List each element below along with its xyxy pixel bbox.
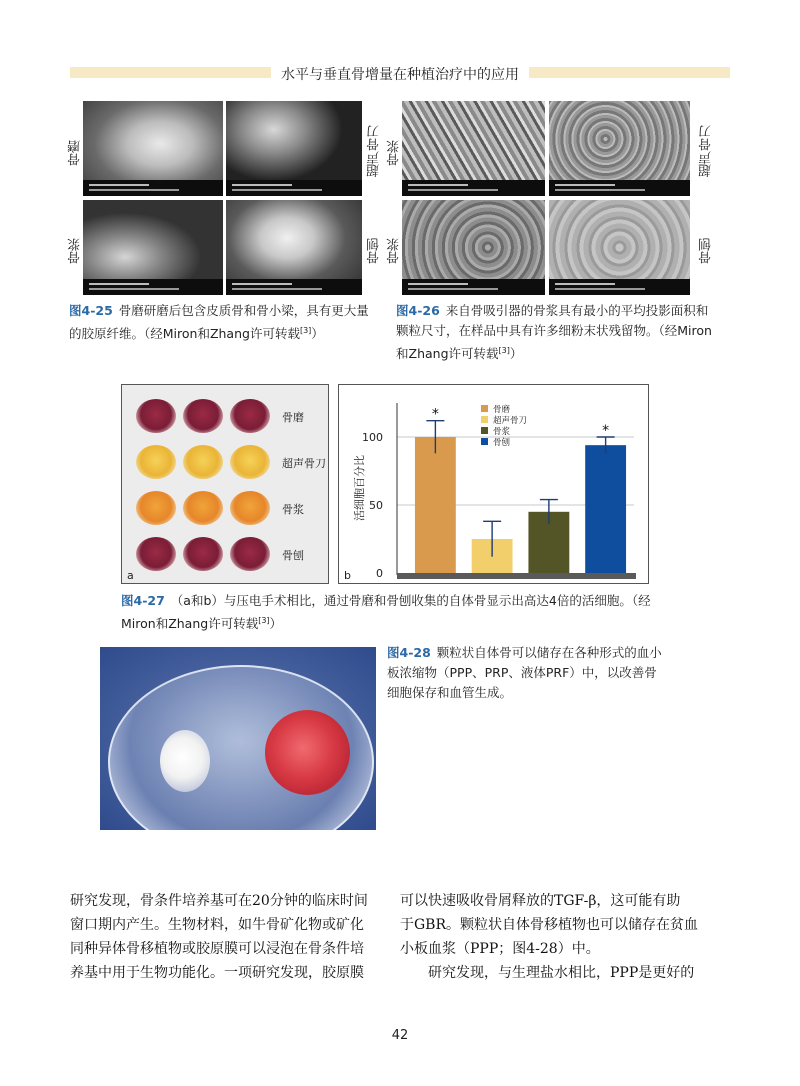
bar xyxy=(415,437,456,573)
fig28-photo xyxy=(100,647,376,830)
fig26-label-top-left: 骨浆 xyxy=(387,140,402,166)
fig28-number: 图4-28 xyxy=(387,645,431,660)
body-column-right xyxy=(400,889,698,985)
tube xyxy=(136,537,176,571)
glass-dish xyxy=(108,665,374,830)
row-label-bone-slurry: 骨浆 xyxy=(282,503,304,516)
y-tick-label: 0 xyxy=(376,567,383,580)
sem-image-bone-slurry xyxy=(83,200,223,295)
tube xyxy=(230,445,270,479)
tube xyxy=(230,491,270,525)
panel-letter-b: b xyxy=(344,569,351,582)
fig28-caption-text: 颗粒状自体骨可以储存在各种形式的血小板浓缩物（PPP、PRP、液体PRF）中，以改善骨细胞保存和血管生成。 xyxy=(387,645,662,700)
fig27-panel-a-photo xyxy=(121,384,329,584)
fig25-label-top-left: 骨磨 xyxy=(68,140,83,166)
legend-label: 超声骨刀 xyxy=(493,416,528,426)
body-line: 可以快速吸收骨屑释放的TGF-β，这可能有助 xyxy=(400,893,681,909)
bone-graft-in-prf xyxy=(265,710,350,795)
fig27-number: 图4-27 xyxy=(121,593,165,608)
tube xyxy=(183,445,223,479)
fig27-caption-text: （a和b）与压电手术相比，通过骨磨和骨刨收集的自体骨显示出高达4倍的活细胞。（经Miron和Zhang许可转载 xyxy=(121,593,651,632)
body-column-left xyxy=(70,889,368,985)
running-header: 水平与垂直骨增量在种植治疗中的应用 xyxy=(0,64,800,84)
sem-image-piezo-b xyxy=(549,101,690,196)
fig26-caption: 图4-26 来自骨吸引器的骨浆具有最小的平均投影面积和颗粒尺寸，在样品中具有许多细粉末状残留物。（经Miron和Zhang许可转载[3]） xyxy=(396,303,712,362)
x-axis-base xyxy=(397,573,636,579)
y-axis-label: 活细胞百分比 xyxy=(353,455,366,521)
body-line: 窗口期内产生。生物材料，如牛骨矿化物或矿化 xyxy=(70,917,364,933)
body-line: 于GBR。颗粒状自体骨移植物也可以储存在贫血 xyxy=(400,917,699,933)
sem-image-slurry-a xyxy=(402,101,545,196)
legend-swatch xyxy=(481,438,488,445)
page-number: 42 xyxy=(391,1028,409,1043)
viability-bar-chart xyxy=(339,385,648,583)
fig27-caption: 图4-27 （a和b）与压电手术相比，通过骨磨和骨刨收集的自体骨显示出高达4倍的活细胞。（经Miron和Zhang许可转载[3]） xyxy=(121,593,651,632)
fig26-caption-text: 来自骨吸引器的骨浆具有最小的平均投影面积和颗粒尺寸，在样品中具有许多细粉末状残留物。（经Miron和Zhang许可转载 xyxy=(396,303,712,362)
fig25-caption: 图4-25 骨磨研磨后包含皮质骨和骨小梁，具有更大量的胶原纤维。（经Miron和Zhang许可转载[3]） xyxy=(69,303,369,342)
tube xyxy=(183,491,223,525)
fig25-label-top-right: 超声骨刀 xyxy=(367,125,382,177)
sem-image-scraper-d xyxy=(549,200,690,295)
body-line: 研究发现，与生理盐水相比，PPP是更好的 xyxy=(400,965,695,981)
tube xyxy=(183,537,223,571)
legend-label: 骨浆 xyxy=(493,427,511,437)
body-line: 研究发现，骨条件培养基可在20分钟的临床时间 xyxy=(70,893,368,909)
fig26-number: 图4-26 xyxy=(396,303,440,318)
fig28-caption xyxy=(387,643,662,703)
bar xyxy=(585,445,626,573)
significance-marker: * xyxy=(602,423,610,439)
y-tick-label: 50 xyxy=(369,499,383,512)
fig26-label-bottom-right: 骨刨 xyxy=(699,238,714,264)
legend-swatch xyxy=(481,405,488,412)
legend-label: 骨刨 xyxy=(493,438,511,448)
body-line: 养基中用于生物功能化。一项研究发现，胶原膜 xyxy=(70,965,364,981)
significance-marker: * xyxy=(431,406,439,423)
sem-image-slurry-c xyxy=(402,200,545,295)
body-line: 同种异体骨移植物或胶原膜可以浸泡在骨条件培 xyxy=(70,941,364,957)
legend-swatch xyxy=(481,416,488,423)
sem-image-bone-scraper xyxy=(226,200,362,295)
bone-powder xyxy=(160,730,210,792)
body-line: 小板血浆（PPP；图4-28）中。 xyxy=(400,941,600,957)
fig26-ref: [3] xyxy=(498,346,510,355)
row-label-bone-mill: 骨磨 xyxy=(282,411,304,424)
panel-letter-a: a xyxy=(127,569,134,582)
legend-label: 骨磨 xyxy=(493,405,511,415)
fig26-label-bottom-left: 骨浆 xyxy=(387,238,402,264)
sem-image-bone-mill xyxy=(83,101,223,196)
tube xyxy=(230,537,270,571)
tube xyxy=(183,399,223,433)
fig25-ref: [3] xyxy=(299,326,312,335)
legend-swatch xyxy=(481,427,488,434)
row-label-piezo: 超声骨刀 xyxy=(282,457,326,470)
tube xyxy=(136,399,176,433)
row-label-bone-scraper: 骨刨 xyxy=(282,549,304,562)
y-tick-label: 100 xyxy=(362,431,383,444)
fig25-number: 图4-25 xyxy=(69,303,113,318)
tube xyxy=(136,445,176,479)
fig25-caption-text: 骨磨研磨后包含皮质骨和骨小梁，具有更大量的胶原纤维。（经Miron和Zhang许可转载 xyxy=(69,303,369,342)
fig27-ref: [3] xyxy=(258,616,270,625)
tube xyxy=(136,491,176,525)
fig26-label-top-right: 超声骨刀 xyxy=(699,125,714,177)
fig25-label-bottom-left: 骨浆 xyxy=(68,238,83,264)
fig27-panel-b-chart xyxy=(338,384,649,584)
sem-image-piezo xyxy=(226,101,362,196)
tube xyxy=(230,399,270,433)
fig25-label-bottom-right: 骨刨 xyxy=(367,238,382,264)
